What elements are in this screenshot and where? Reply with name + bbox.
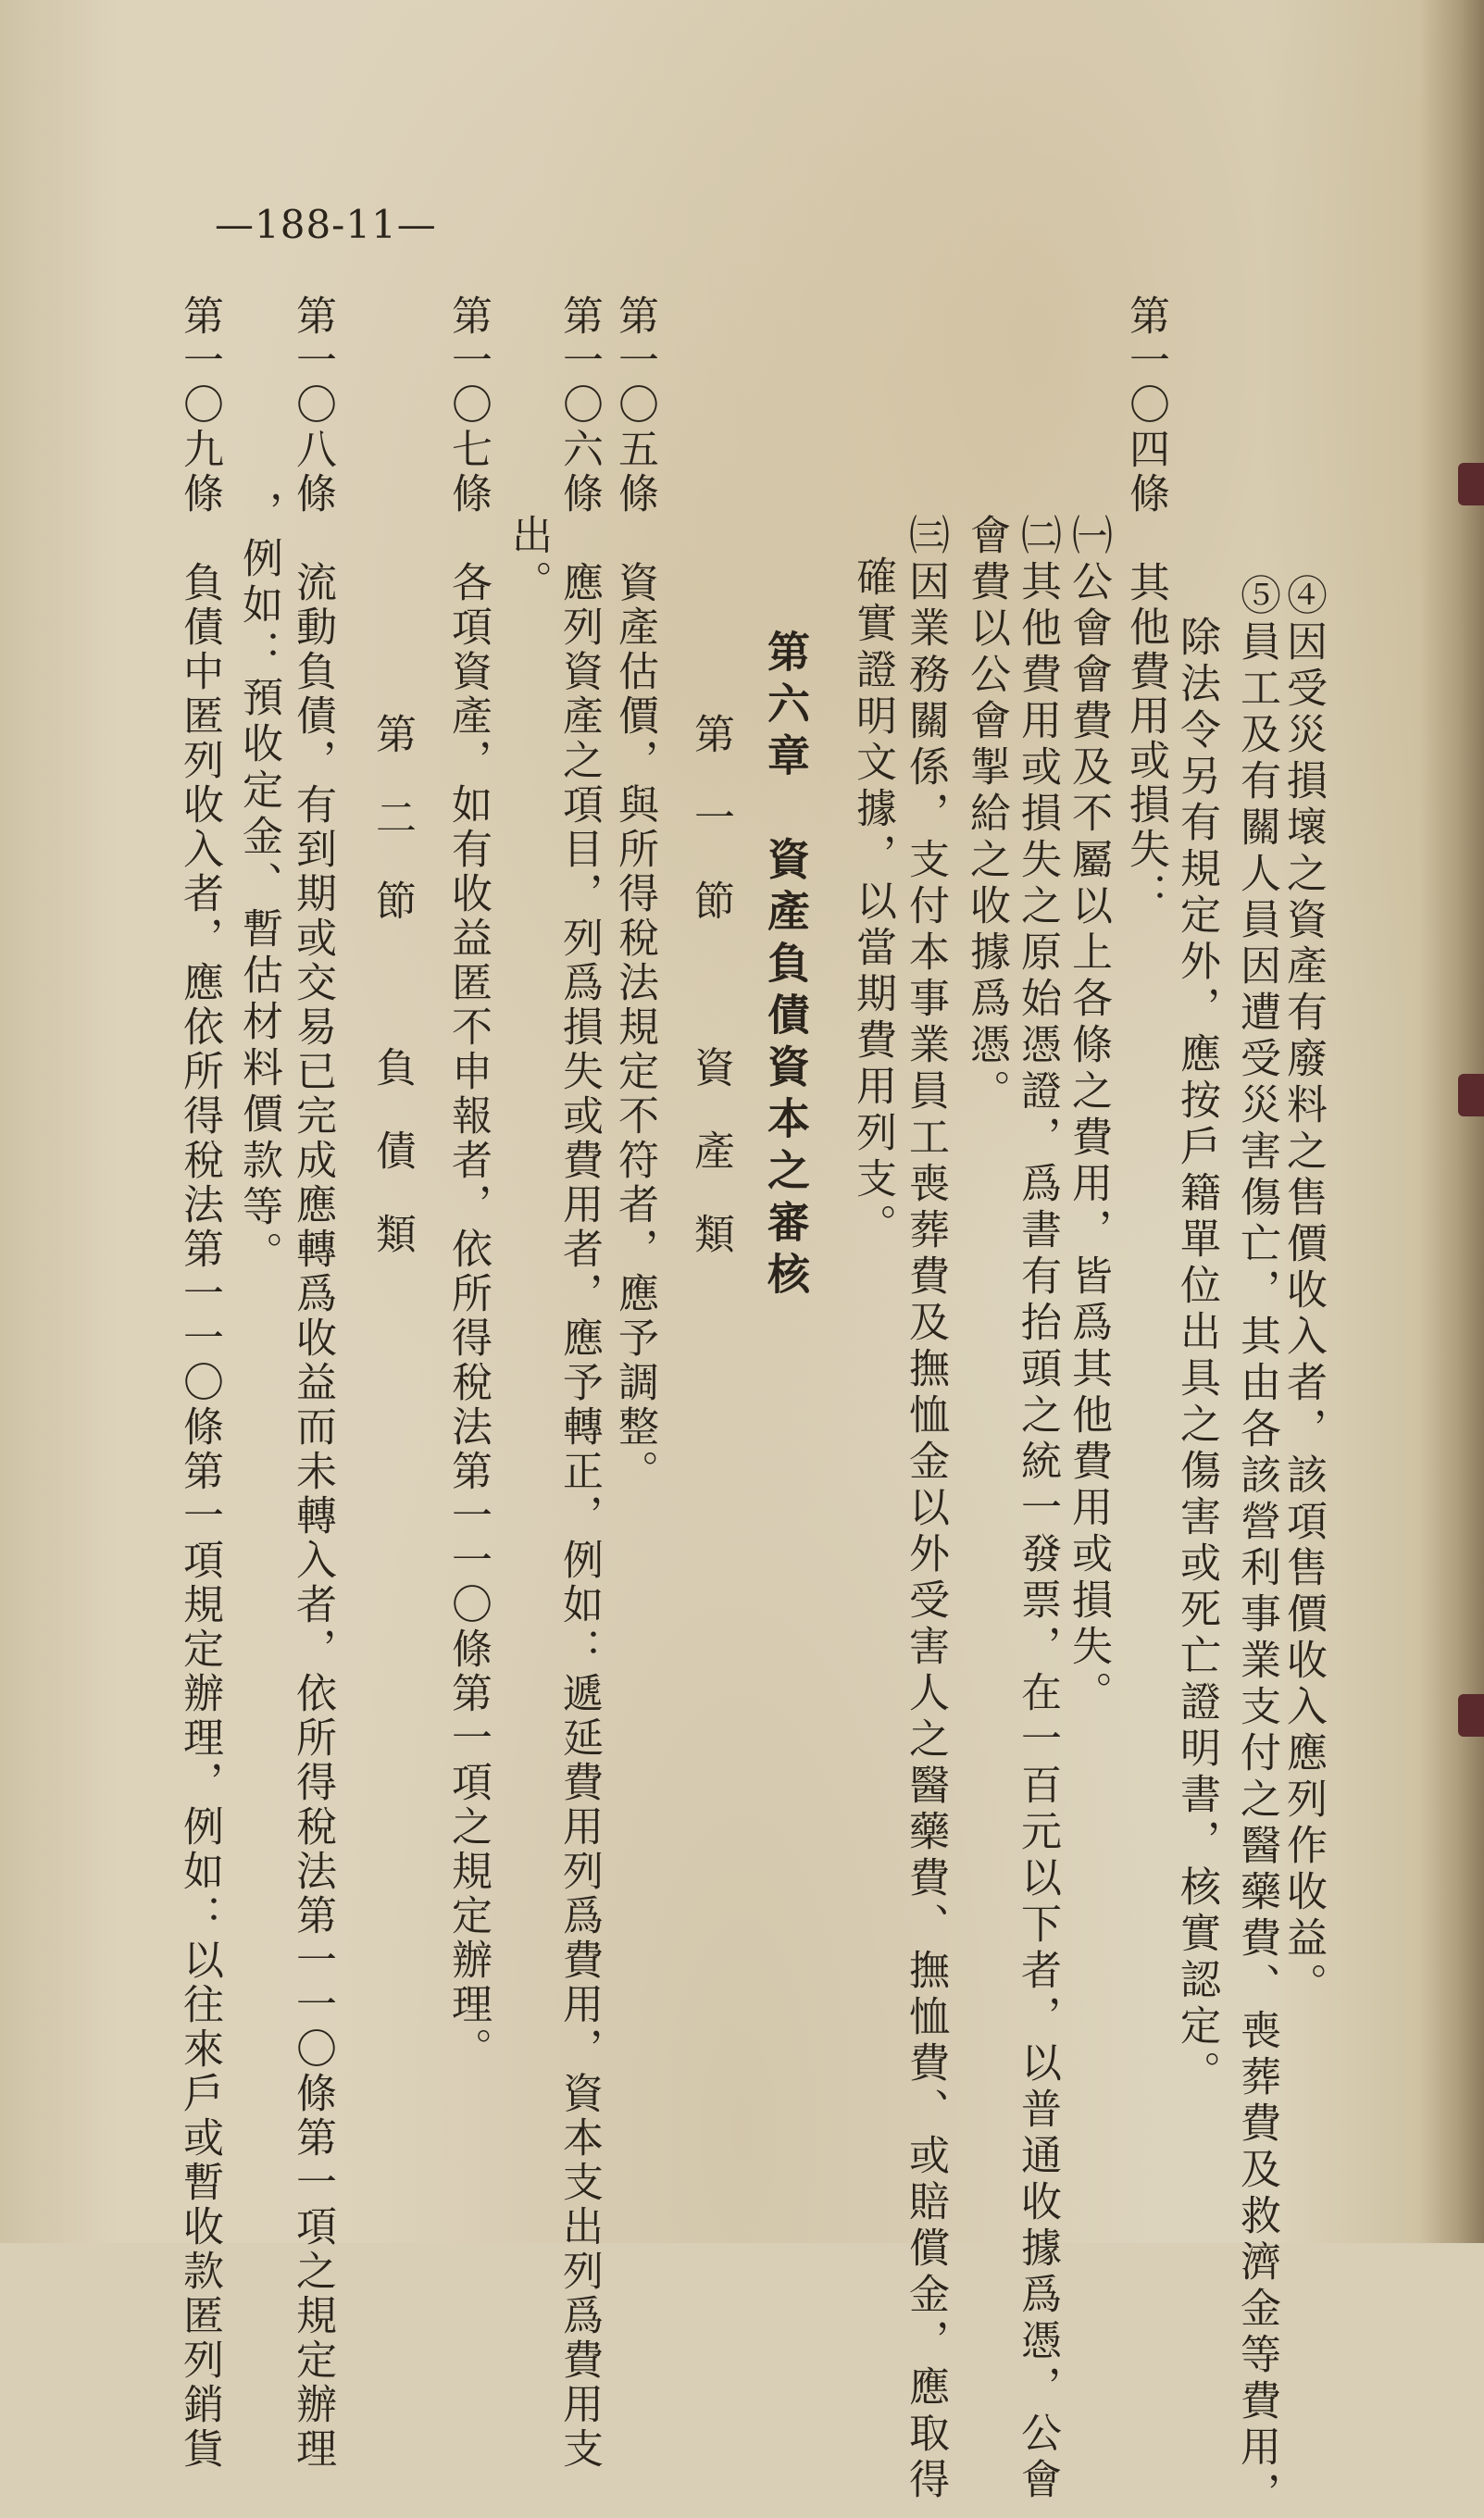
text-column: ④因受災損壞之資產有廢料之售價收入者，該項售價收入應列作收益。	[1279, 574, 1327, 2009]
section-heading: 第二節 負債類	[368, 713, 416, 1296]
binding-thread	[1458, 1074, 1484, 1116]
article-106: 第一〇六條 應列資產之項目，列爲損失或費用者，應予轉正，例如：遞延費用列爲費用，資本支出列爲費用支	[555, 294, 603, 2472]
article-108: 第一〇八條 流動負債，有到期或交易已完成應轉爲收益而未轉入者，依所得稅法第一一〇條第一項之規定辦理	[289, 294, 336, 2472]
text-column: ⑤員工及有關人員因遭受災害傷亡，其由各該營利事業支付之醫藥費、喪葬費及救濟金等費用，	[1233, 574, 1280, 2518]
section-heading: 第一節 資產類	[687, 713, 734, 1296]
chapter-heading: 第六章 資產負債資本之審核	[761, 630, 811, 1303]
article-107: 第一〇七條 各項資產，如有收益匿不申報者，依所得稅法第一一〇條第一項之規定辦理。	[444, 294, 492, 2072]
article-104: 第一〇四條 其他費用或損失：	[1122, 294, 1169, 916]
binding-thread	[1458, 1694, 1484, 1737]
text-column: 出。	[505, 514, 552, 606]
text-column: ㈠公會會費及不屬以上各條之費用，皆爲其他費用或損失。	[1065, 514, 1112, 1717]
article-105: 第一〇五條 資產估價，與所得稅法規定不符者，應予調整。	[611, 294, 658, 1494]
text-column: ㈢因業務關係，支付本事業員工喪葬費及撫恤金以外受害人之醫藥費、撫恤費、或賠償金，應取得	[902, 514, 949, 2504]
page-number: —188-11—	[215, 202, 437, 247]
binding-thread	[1458, 463, 1484, 505]
book-spine-shadow	[1419, 0, 1484, 2243]
article-109: 第一〇九條 負債中匿列收入者，應依所得稅法第一一〇條第一項規定辦理，例如：以往來戶或暫收款匿列銷貨	[176, 294, 223, 2472]
text-column: 除法令另有規定外，應按戶籍單位出具之傷害或死亡證明書，核實認定。	[1173, 616, 1220, 2097]
text-column: ㈡其他費用或損失之原始憑證，爲書有抬頭之統一發票，在一百元以下者，以普通收據爲憑，公會	[1014, 514, 1061, 2504]
text-column: 確實證明文據，以當期費用列支。	[849, 555, 896, 1250]
text-column: 會費以公會掣給之收據爲憑。	[963, 514, 1010, 1116]
text-column: ，例如：預收定金、暫估材料價款等。	[235, 491, 282, 1278]
